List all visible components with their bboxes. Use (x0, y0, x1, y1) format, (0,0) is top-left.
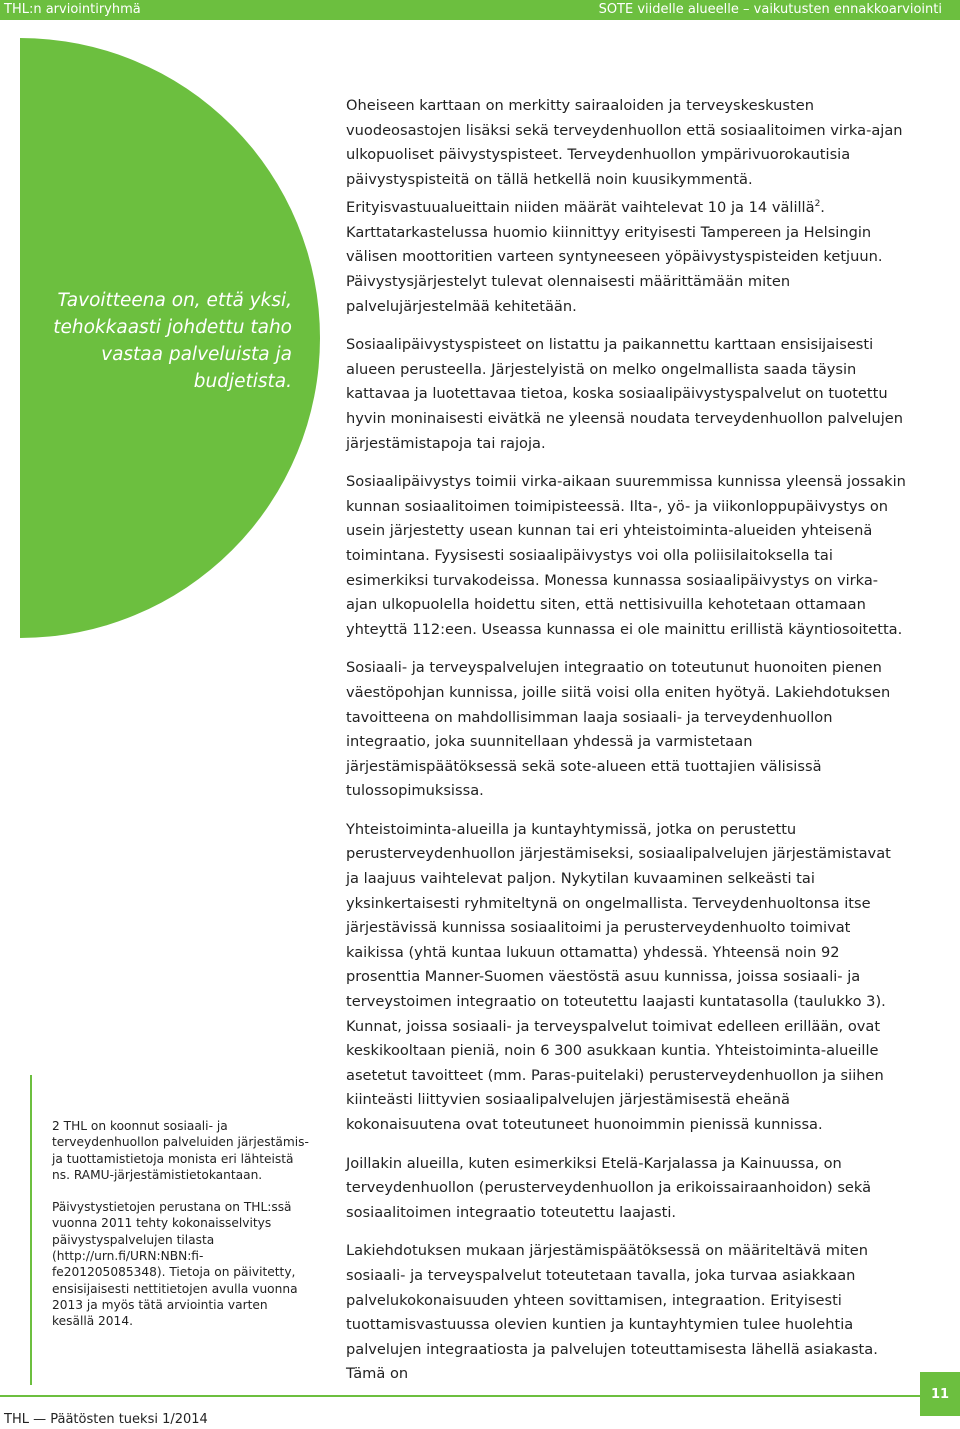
paragraph-4: Sosiaali- ja terveyspalvelujen integraatio on toteutunut huonoiten pienen väestöpohjan kunnissa, joille siitä voisi olla eniten hyötyä. Lakiehdotuksen tavoitteena on mahdollisimman laaja sosiaali- ja terveydenhuollon integraatio, joka suunnitellaan yhdessä ja varmistetaan järjestämispäätöksessä sekä sote-alueen että tuottajien välisissä tulossopimuksissa. (346, 659, 891, 800)
paragraph-5: Yhteistoiminta-alueilla ja kuntayhtymissä, jotka on perustettu perusterveydenhuollon järjestämiseksi, sosiaalipalvelujen järjestämistavat ja laajuus vaihtelevat paljon. Nykytilan kuvaaminen selkeästi tai yksinkertaisesti ryhmiteltynä on ongelmallista. Terveydenhuoltonsa itse järjestävissä kunnissa sosiaalitoimi ja perusterveydenhuolto toimivat kaikissa (yhtä kuntaa lukuun ottamatta) yhdessä. Yhteensä noin 92 prosenttia Manner-Suomen väestöstä asuu kunnissa, joissa sosiaali- ja terveystoimen integraatio on toteutettu laajasti kuntatasolla (taulukko 3). Kunnat, joissa sosiaali- ja terveyspalvelut toimivat edelleen erillään, ovat keskikooltaan pieniä, noin 6 300 asukkaan kuntia. Yhteistoiminta-alueille asetetut tavoitteet (mm. Paras-puitelaki) perusterveydenhuollon ja siihen kiinteästi liittyvien sosiaalipalvelujen järjestämisestä eheänä kokonaisuutena ovat toteutuneet huonoimmin pienissä kunnissa. (346, 820, 891, 1134)
paragraph-3: Sosiaalipäivystys toimii virka-aikaan suuremmissa kunnissa yleensä jossakin kunnan sosiaalitoimen toimipisteessä. Ilta-, yö- ja viikonloppupäivystys on usein järjestetty usean kunnan tai eri yhteistoiminta-alueiden yhteisenä toimintana. Fyysisesti sosiaalipäivystys voi olla poliisilaitoksella tai esimerkiksi turvakodeissa. Monessa kunnassa sosiaalipäivystys on virka-ajan ulkopuolella hoidettu siten, että nettisivuilla kehotetaan ottamaan yhteyttä 112:een. Useassa kunnassa ei ole mainittu erillistä käyntiosoitetta. (346, 473, 906, 638)
paragraph-7: Lakiehdotuksen mukaan järjestämispäätöksessä on määriteltävä miten sosiaali- ja terveyspalvelut toteutetaan tavalla, joka turvaa asiakkaan palvelukokonaisuuden yhteen sovittamisen, integraation. Erityisesti tuottamisvastuussa olevien kuntien ja kuntayhtymien tulee huolehtia palvelujen integraatiosta ja palvelujen toteuttamisesta lähellä asiakasta. Tämä on (346, 1242, 878, 1383)
main-text-column (346, 94, 906, 1401)
footer-publication: THL — Päätösten tueksi 1/2014 (4, 1412, 208, 1427)
source-note: Päivystystietojen perustana on THL:ssä vuonna 2011 tehty kokonaisselvitys päivystyspalvelujen tilasta (http://urn.fi/URN:NBN:fi-fe201205085348). Tietoja on päivitetty, ensisijaisesti nettitietojen avulla vuonna 2013 ja myös tätä arviointia varten kesällä 2014. (52, 1200, 298, 1329)
paragraph-1 (346, 94, 906, 319)
header-bar (0, 0, 960, 20)
footer-rule (0, 1395, 920, 1397)
page-number: 11 (920, 1372, 960, 1416)
sidenote-rule (30, 1075, 32, 1385)
paragraph-2: Sosiaalipäivystyspisteet on listattu ja paikannettu karttaan ensisijaisesti alueen perusteella. Järjestelyistä on melko ongelmallista saada täysin kattavaa ja luotettavaa tietoa, koska sosiaalipäivystyspalvelut on tuotettu hyvin moninaisesti eivätkä ne yleensä noudata terveydenhuollon palvelujen järjestämistapoja tai rajoja. (346, 336, 904, 452)
paragraph-6: Joillakin alueilla, kuten esimerkiksi Etelä-Karjalassa ja Kainuussa, on terveydenhuollon (perusterveydenhuollon ja erikoissairaanhoidon) sekä sosiaalitoimen integraatio toteutettu laajasti. (346, 1154, 872, 1221)
callout-text: Tavoitteena on, että yksi, tehokkaasti johdettu taho vastaa palveluista ja budjetista. (53, 290, 292, 392)
footnote-2: 2 THL on koonnut sosiaali- ja terveydenhuollon palveluiden järjestämis-ja tuottamistietoja monista eri lähteistä ns. RAMU-järjestämistietokantaan. (52, 1119, 309, 1182)
footnote-ref: 2 (814, 199, 821, 210)
header-left-title: THL:n arviointiryhmä (4, 2, 141, 17)
header-right-title: SOTE viidelle alueelle – vaikutusten ennakkoarviointi (598, 2, 942, 17)
sidenotes (52, 1118, 310, 1346)
paragraph-1-part-b: . Karttatarkastelussa huomio kiinnittyy erityisesti Tampereen ja Helsingin välisen moottoritien varteen syntyneeseen yöpäivystyspisteiden ketjuun. Päivystysjärjestelyt tulevat olennaisesti määrittämään miten palvelujärjestelmää kehitetään. (346, 199, 883, 315)
paragraph-1-part-a: Oheiseen karttaan on merkitty sairaaloiden ja terveyskeskusten vuodeosastojen lisäksi sekä terveydenhuollon että sosiaalitoimen virka-ajan ulkopuoliset päivystyspisteet. Terveydenhuollon ympärivuorokautisia päivystyspisteitä on tällä hetkellä noin kuusikymmentä. Erityisvastuualueittain niiden määrät vaihtelevat 10 ja 14 välillä (346, 97, 903, 217)
